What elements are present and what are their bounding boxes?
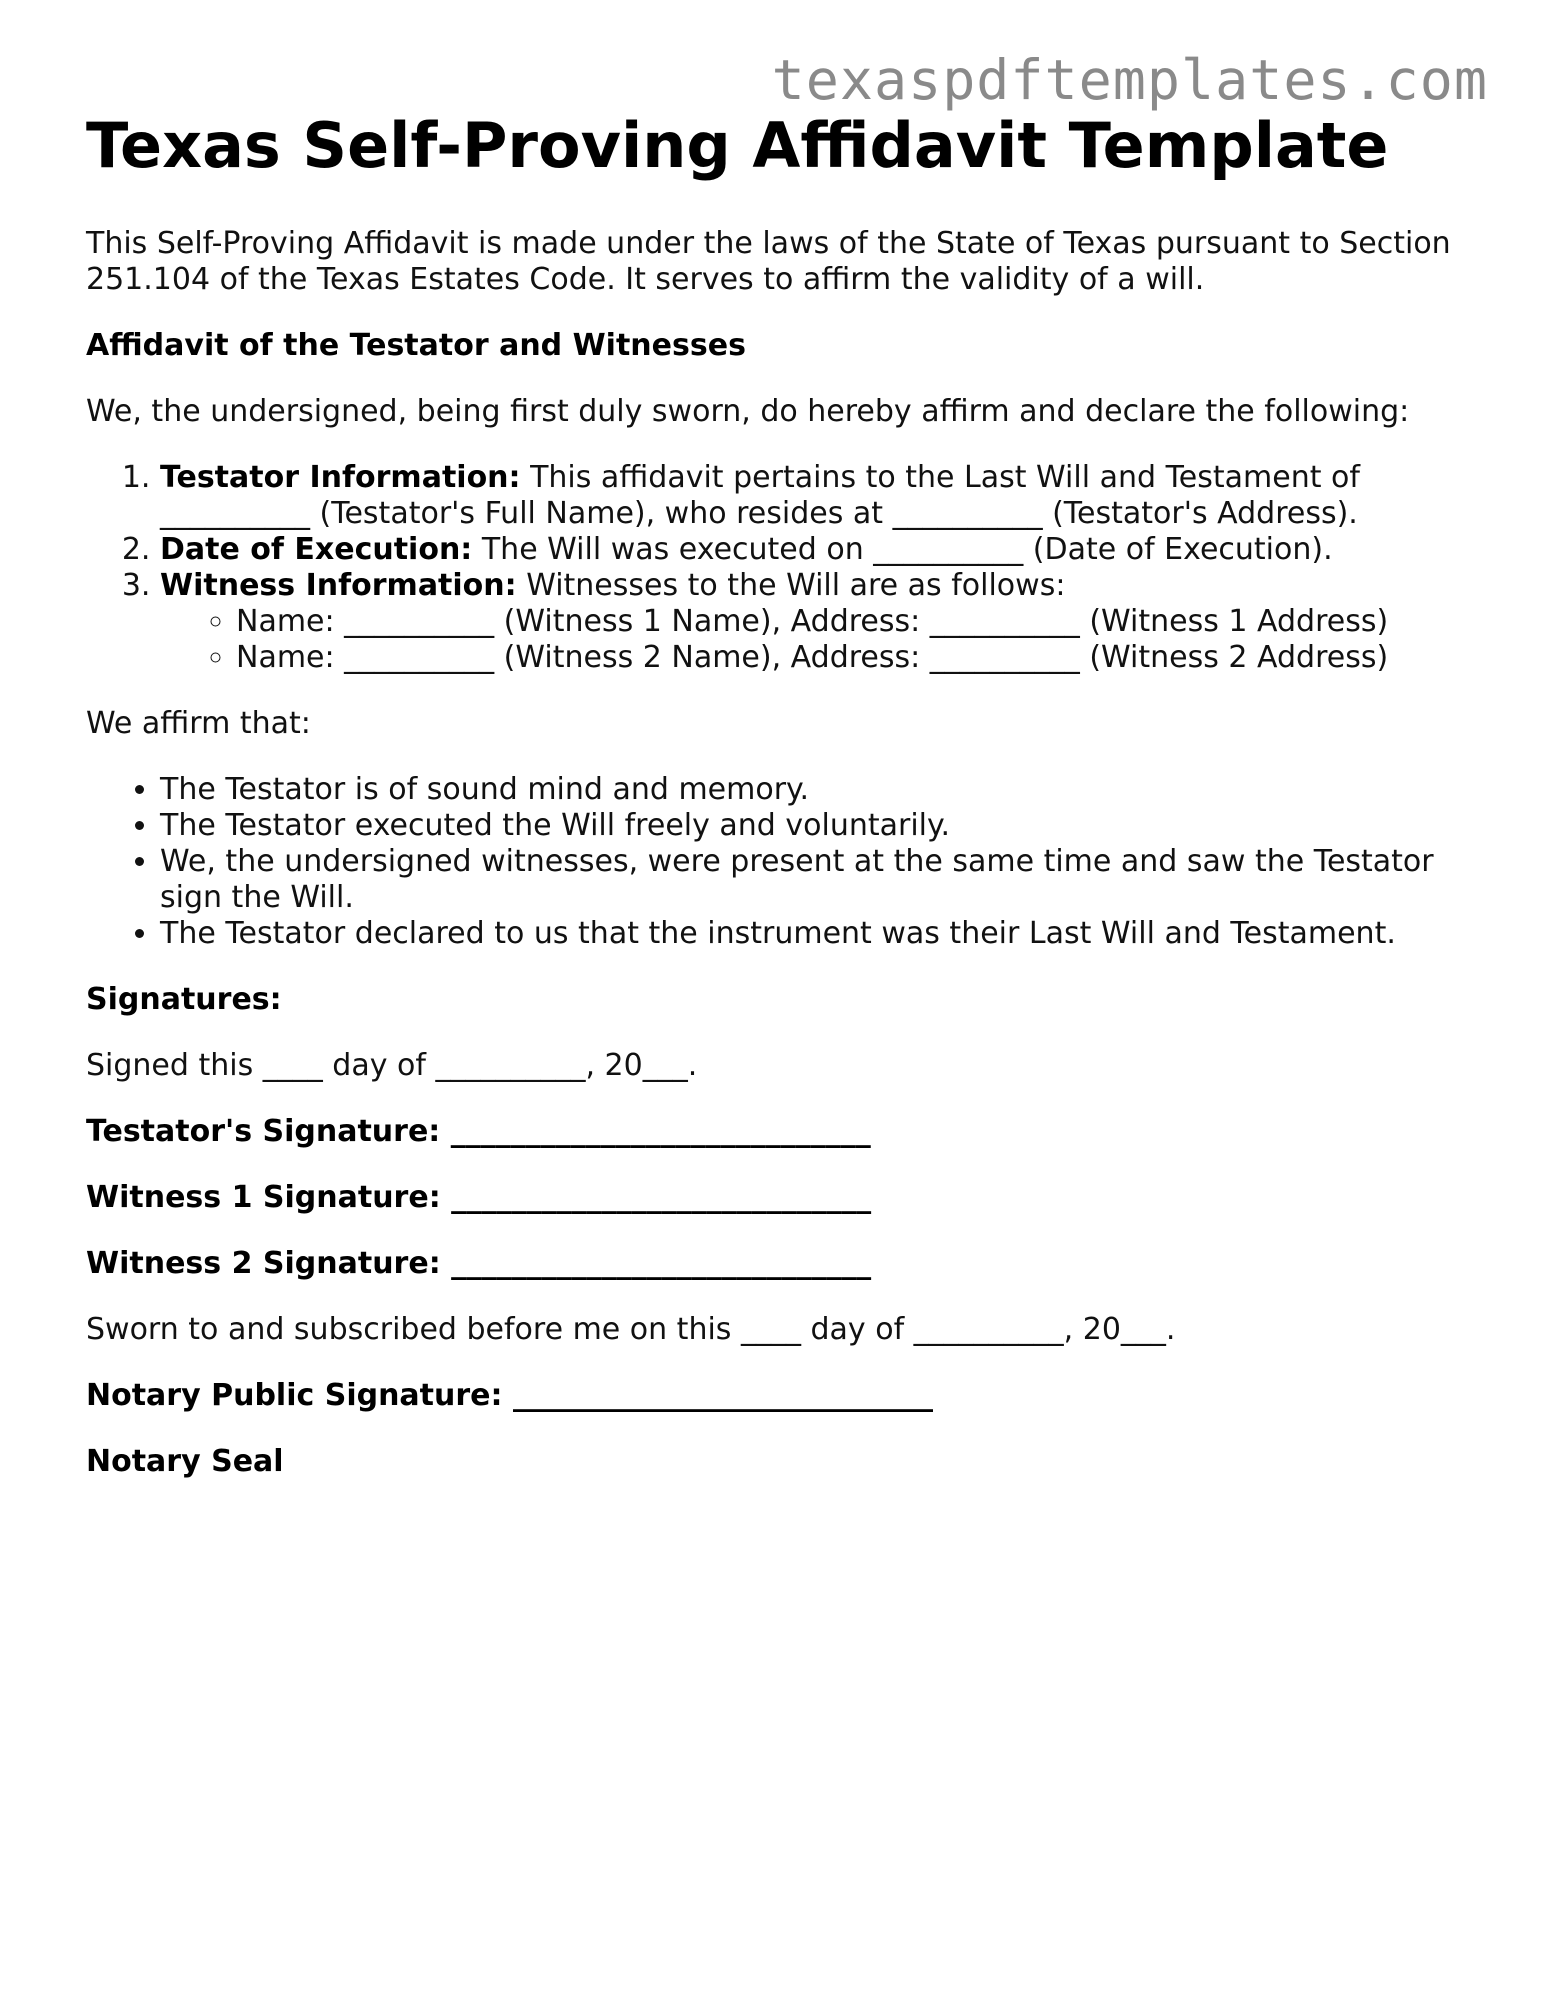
witness1-signature-blank: ____________________________ [440,1180,872,1215]
testator-signature-line [86,1114,1486,1150]
info-item-testator [160,460,1486,532]
signed-this-line: Signed this ____ day of __________, 20___. [86,1048,698,1083]
notary-seal-line [86,1444,1486,1480]
affirmation-item: • The Testator executed the Will freely and voluntarily. [160,808,1486,844]
info-item-text: Witnesses to the Will are as follows: [516,568,1066,603]
affirmation-list [86,772,1486,952]
witness-list [160,604,1486,676]
info-item-label: Witness Information: [160,568,517,603]
affirmation-item: • We, the undersigned witnesses, were present at the same time and saw the Testator sign the Will. [160,844,1486,916]
witness-line-2: ◦ Name: __________ (Witness 2 Name), Address: __________ (Witness 2 Address) [236,640,1486,676]
declaration-paragraph: We, the undersigned, being first duly sworn, do hereby affirm and declare the following: [86,394,1410,429]
watermark: texaspdftemplates.com [771,48,1488,112]
info-item-text: The Will was executed on __________ (Date of Execution). [472,532,1333,567]
sworn-line: Sworn to and subscribed before me on this ____ day of __________, 20___. [86,1312,1176,1347]
witness2-signature-label: Witness 2 Signature: [86,1246,441,1281]
signatures-heading [86,982,1486,1018]
notary-signature-blank: ____________________________ [502,1378,933,1413]
affirm-intro: We affirm that: [86,706,311,741]
witness2-signature-line [86,1246,1486,1282]
witness-line-1: ◦ Name: __________ (Witness 1 Name), Address: __________ (Witness 1 Address) [236,604,1486,640]
info-item-label: Date of Execution: [160,532,473,567]
info-item-text: This affidavit pertains to the Last Will and Testament of __________ (Testator's Full Name), who resides at __________ (Testator's Address). [160,460,1360,531]
notary-signature-label: Notary Public Signature: [86,1378,503,1413]
witness2-signature-blank: ____________________________ [440,1246,872,1281]
witness1-signature-line [86,1180,1486,1216]
info-item-witnesses [160,568,1486,676]
document-body [86,108,1486,1510]
page-title: Texas Self-Proving Affidavit Template [86,109,1389,182]
affirmation-item: • The Testator declared to us that the instrument was their Last Will and Testament. [160,916,1486,952]
info-item-label: Testator Information: [160,460,521,495]
intro-paragraph: This Self-Proving Affidavit is made under the laws of the State of Texas pursuant to Section 251.104 of the Texas Estates Code. It serves to affirm the validity of a will. [86,226,1451,297]
witness1-signature-label: Witness 1 Signature: [86,1180,441,1215]
affirmation-item: • The Testator is of sound mind and memory. [160,772,1486,808]
info-list [86,460,1486,676]
testator-signature-blank: ____________________________ [440,1114,871,1149]
testator-signature-label: Testator's Signature: [86,1114,441,1149]
notary-seal-label: Notary Seal [86,1444,284,1479]
info-item-date [160,532,1486,568]
notary-signature-line [86,1378,1486,1414]
signatures-heading-text: Signatures: [86,982,282,1017]
section-heading: Affidavit of the Testator and Witnesses [86,328,746,363]
